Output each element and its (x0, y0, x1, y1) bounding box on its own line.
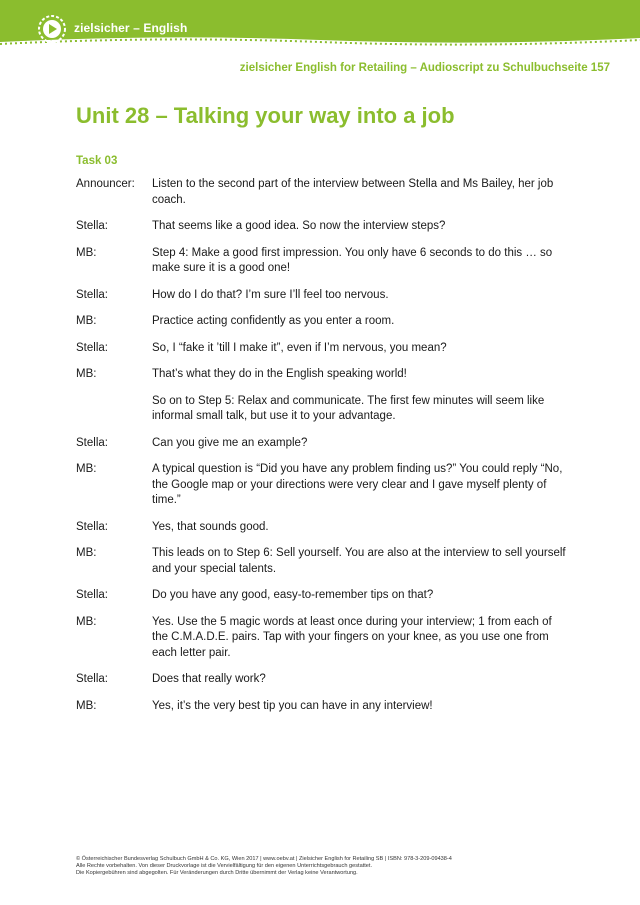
dialogue-text: This leads on to Step 6: Sell yourself. You are also at the interview to sell yourself and your special talents. (152, 547, 566, 575)
speaker-name: Stella: (76, 341, 108, 354)
dialogue-text: Listen to the second part of the interview between Stella and Ms Bailey, her job coach. (152, 178, 554, 206)
dialogue-line (76, 520, 566, 536)
dialogue-line (76, 588, 566, 604)
dialogue-text: That seems like a good idea. So now the interview steps? (152, 220, 446, 232)
speaker-name: Announcer: (76, 178, 135, 190)
dialogue-line (76, 462, 566, 509)
dialogue-text: Yes, that sounds good. (152, 520, 269, 533)
dialogue-text: That’s what they do in the English speaking world! (152, 368, 407, 380)
dialogue-line (76, 341, 566, 357)
copyright-footer (76, 856, 452, 877)
dialogue-text: Yes, it’s the very best tip you can have in any interview! (152, 699, 433, 712)
dialogue-line (76, 177, 566, 208)
speaker-name: MB: (76, 699, 97, 712)
dialogue-line (76, 546, 566, 577)
speaker-name: MB: (76, 463, 97, 475)
footer-line: Alle Rechte vorbehalten. Von dieser Druckvorlage ist die Vervielfältigung für den eigenen Unterrichtsgebrauch gestattet. (76, 863, 373, 869)
speaker-name: MB: (76, 315, 97, 327)
dialogue-text: Do you have any good, easy-to-remember tips on that? (152, 589, 434, 601)
dialogue-line (76, 367, 566, 383)
speaker-name: MB: (76, 547, 97, 559)
task-label: Task 03 (76, 155, 118, 167)
speaker-name: MB: (76, 368, 97, 380)
dialogue-text: Yes. Use the 5 magic words at least once during your interview; 1 from each of the C.M.A.D.E. pairs. Tap with your fingers on your knee, as you use one from each letter pair. (152, 615, 552, 659)
dialogue-line (76, 699, 566, 715)
dialogue-text: A typical question is “Did you have any problem finding us?” You could reply “No, the Google map or your directions were very clear and I gave myself plenty of time.” (152, 463, 563, 506)
speaker-name: Stella: (76, 220, 108, 232)
footer-line: Die Kopiergebühren sind abgegolten. Für Veränderungen durch Dritte übernimmt der Verlag keine Verantwortung. (76, 870, 358, 876)
dialogue-text: So, I “fake it ’till I make it”, even if I’m nervous, you mean? (152, 341, 447, 354)
dialogue-line (76, 436, 566, 452)
dialogue-text: Can you give me an example? (152, 436, 308, 449)
header-banner (0, 0, 640, 46)
speaker-name: Stella: (76, 589, 108, 601)
dialogue-script (76, 177, 566, 725)
audioscript-subtitle: zielsicher English for Retailing – Audioscript zu Schulbuchseite 157 (239, 62, 610, 74)
brand-name: zielsicher – English (74, 21, 188, 35)
dialogue-line (76, 672, 566, 688)
dialogue-line (76, 219, 566, 235)
speaker-name: MB: (76, 246, 97, 259)
dialogue-line (76, 394, 566, 425)
footer-line: © Österreichischer Bundesverlag Schulbuch GmbH & Co. KG, Wien 2017 | www.oebv.at | Zielsicher English for Retailing SB | ISBN: 978-3-209-09438-4 (76, 856, 452, 862)
dialogue-text: Step 4: Make a good first impression. You only have 6 seconds to do this … so make sure it is a good one! (152, 246, 553, 274)
dialogue-text: Does that really work? (152, 673, 266, 685)
dialogue-text: Practice acting confidently as you enter a room. (152, 315, 395, 327)
speaker-name: Stella: (76, 520, 108, 533)
speaker-name: MB: (76, 615, 97, 628)
page-title: Unit 28 – Talking your way into a job (76, 103, 455, 128)
dialogue-line (76, 615, 566, 662)
dialogue-line (76, 246, 566, 277)
speaker-name: Stella: (76, 288, 108, 301)
speaker-name (76, 394, 152, 425)
dialogue-line (76, 288, 566, 304)
dialogue-line (76, 314, 566, 330)
speaker-name: Stella: (76, 436, 108, 449)
dialogue-text: How do I do that? I’m sure I’ll feel too nervous. (152, 288, 389, 301)
speaker-name: Stella: (76, 673, 108, 685)
dialogue-text: So on to Step 5: Relax and communicate. The first few minutes will seem like informal small talk, but use it to your advantage. (152, 394, 545, 422)
